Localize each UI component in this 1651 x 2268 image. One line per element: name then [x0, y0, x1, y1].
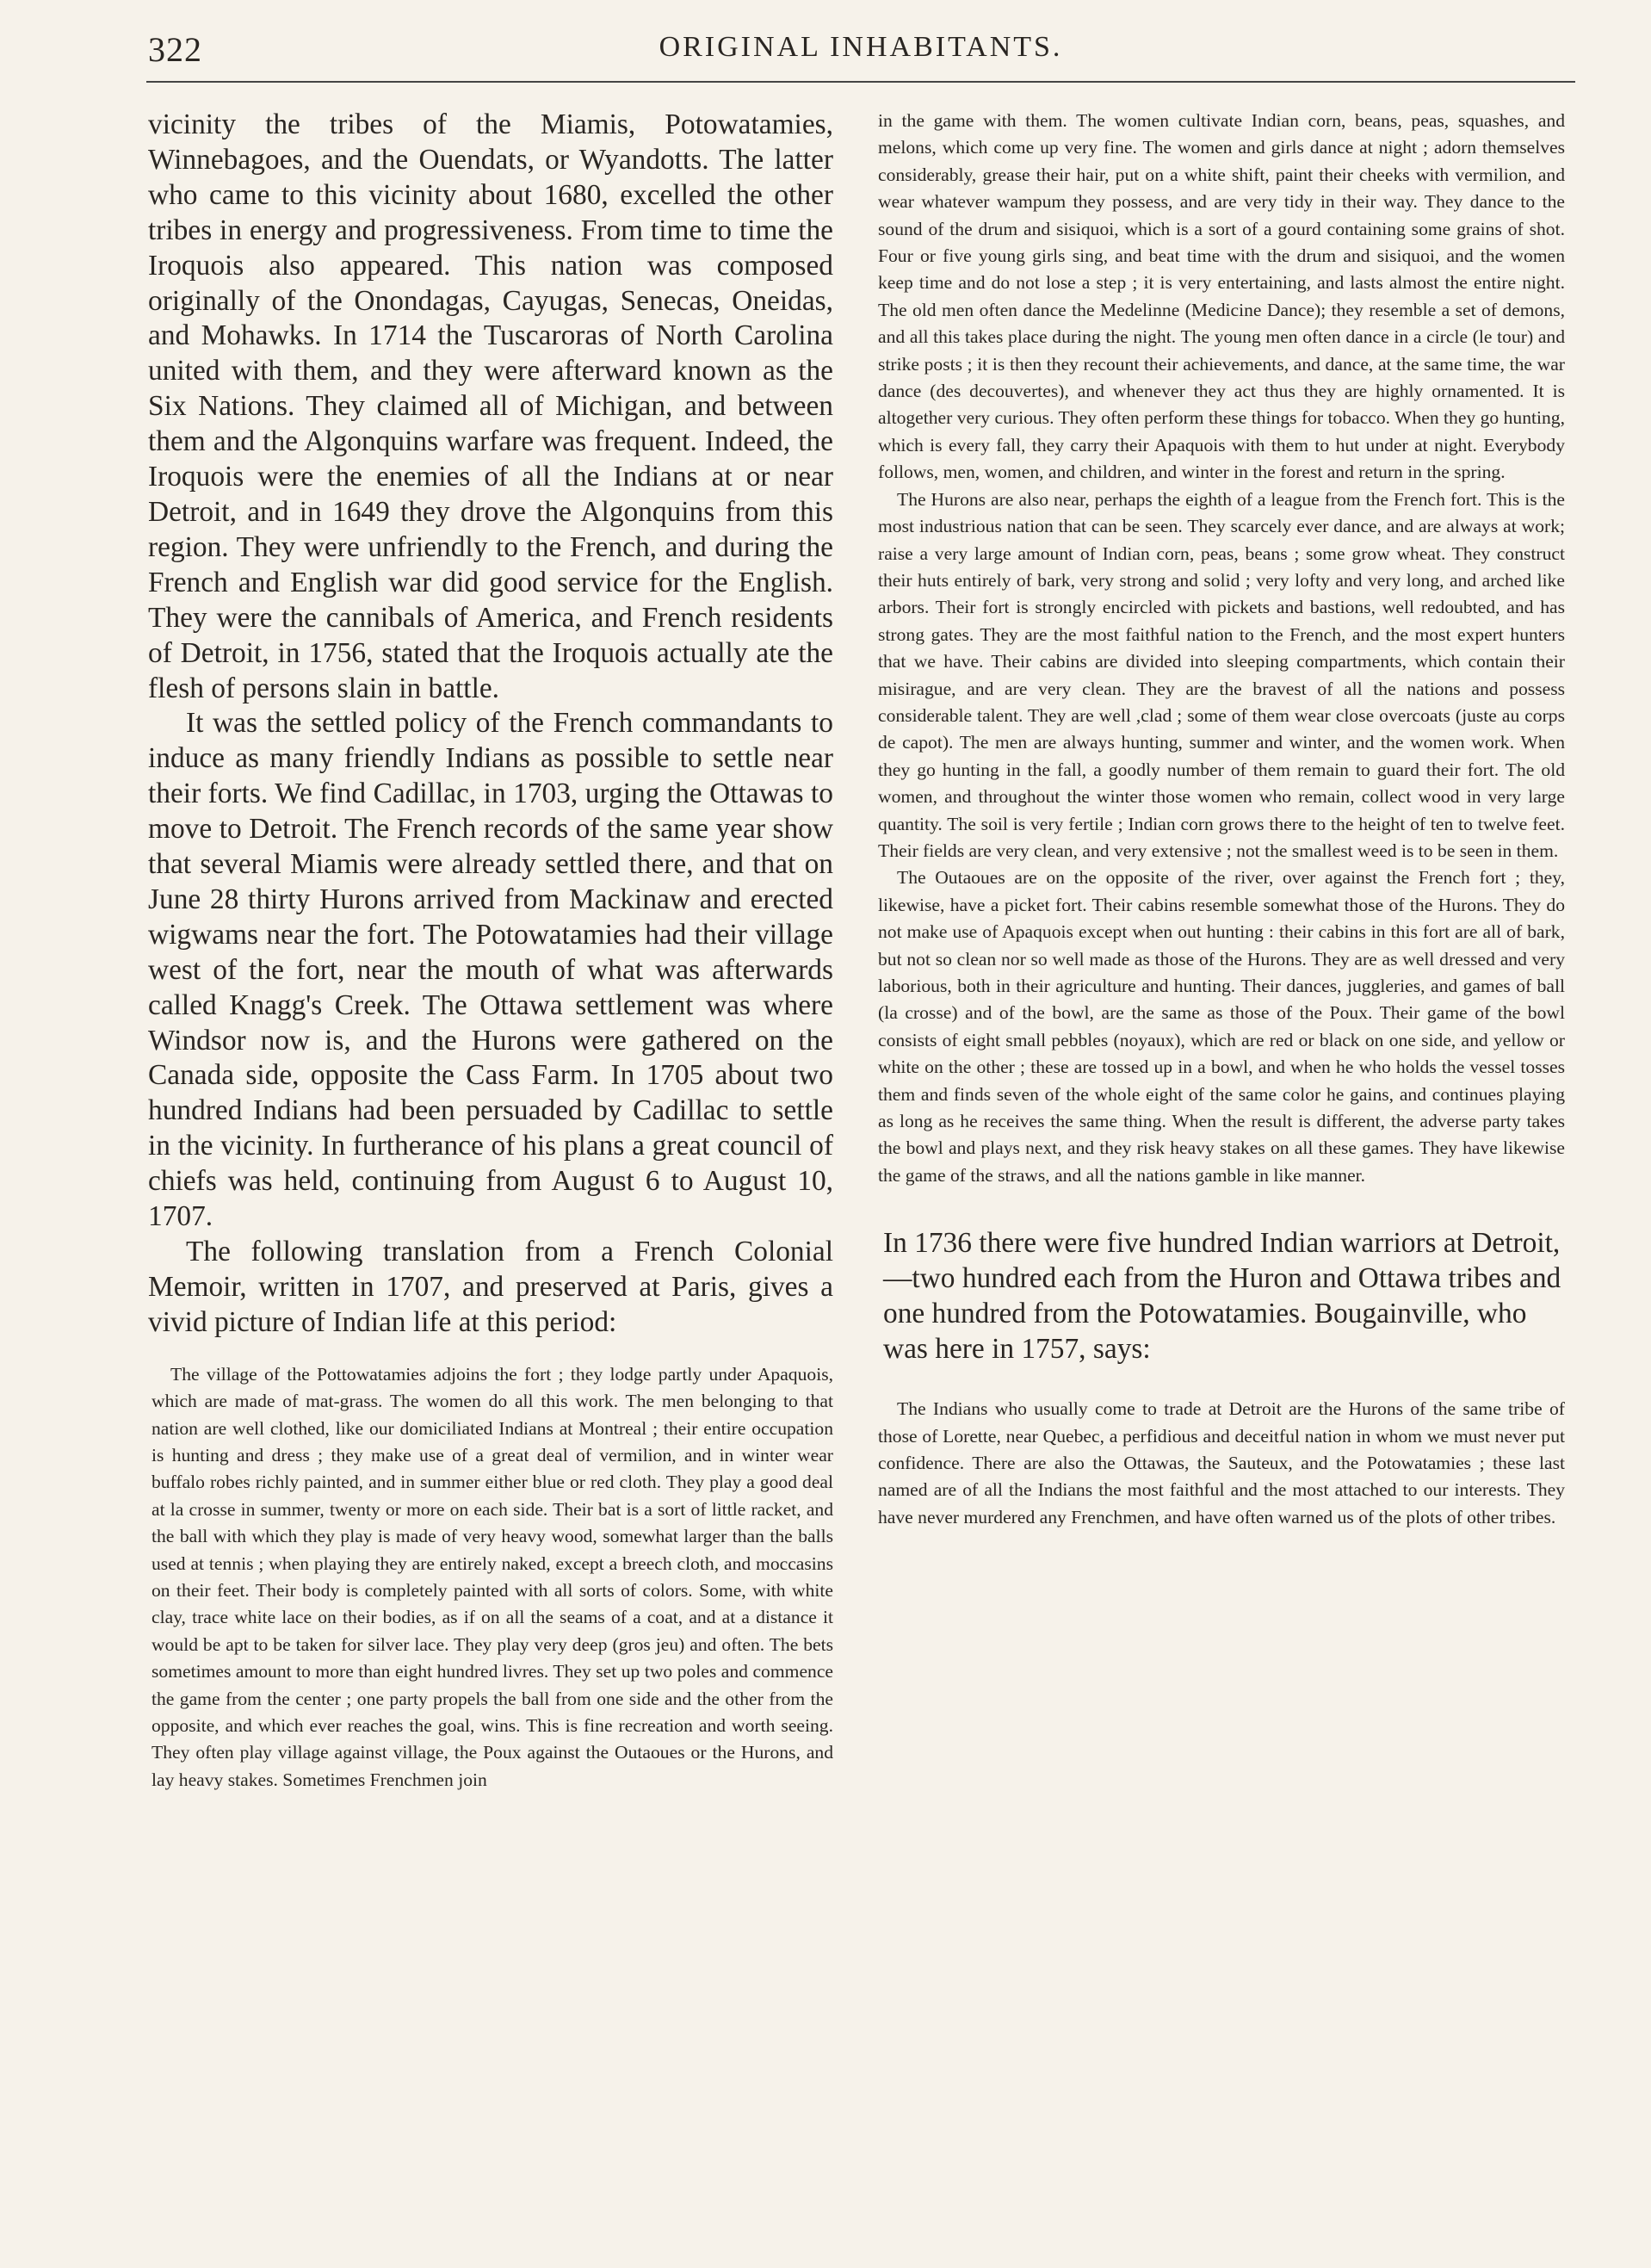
right-column — [878, 108, 1565, 1531]
bougainville-quote: The Indians who usually come to trade at Detroit are the Hurons of the same tribe of those of Lorette, near Quebec, a perfidious and deceitful nation in whom we must never put confidence. There are also the Ottawas, the Sauteux, and the Potowatamies ; these last named are of all the Indians the most faithful and the most attached to our interests. They have never murdered any Frenchmen, and have often warned us of the plots of other tribes. — [878, 1398, 1565, 1527]
running-title: ORIGINAL INHABITANTS. — [659, 31, 1063, 63]
memoir-excerpt-outaoues: The Outaoues are on the opposite of the river, over against the French fort ; they, likewise, have a picket fort. Their cabins resemble somewhat those of the Hurons. They do not make use of Apaquois except when out hunting : their cabins in this fort are all of bark, but not so clean nor so well made as those of the Hurons. They are as well dressed and very laborious, both in their agriculture and hunting. Their dances, juggleries, and games of ball (la crosse) and of the bowl, are the same as those of the Poux. Their game of the bowl consists of eight small pebbles (noyaux), which are red or black on one side, and yellow or white on the other ; these are tossed up in a bowl, and when he who holds the vessel tosses them and finds seven of the whole eight of the same color he gains, and continues playing as long as he receives the same thing. When the result is different, the adverse party takes the bowl and plays next, and they risk heavy stakes on all these games. They have likewise the game of the straws, and all the nations gamble in like manner. — [878, 867, 1565, 1186]
memoir-excerpt-continued: in the game with them. The women cultivate Indian corn, beans, peas, squashes, and melons, which come up very fine. The women and girls dance at night ; adorn themselves considerably, grease their hair, put on a white shift, paint their cheeks with vermilion, and wear whatever wampum they possess, and are very tidy in their way. They dance to the sound of the drum and sisiquoi, which is a sort of a gourd containing some grains of shot. Four or five young girls sing, and beat time with the drum and sisiquoi, and the women keep time and do not lose a step ; it is very entertaining, and lasts almost the entire night. The old men often dance the Medelinne (Medicine Dance); they resemble a set of demons, and all this takes place during the night. The young men often dance in a circle (le tour) and strike posts ; it is then they recount their achievements, and dance, at the same time, the war dance (des decouvertes), and whenever they act thus they are highly ornamented. It is altogether very curious. They often perform these things for tobacco. When they go hunting, which is every fall, they carry their Apaquois with them to hut under at night. Everybody follows, men, women, and children, and winter in the forest and return in the spring. — [878, 110, 1565, 483]
paragraph-french-policy: It was the settled policy of the French commandants to induce as many friendly Indians as possible to settle near their forts. We find Cadillac, in 1703, urging the Ottawas to move to Detroit. The French records of the same year show that several Miamis were already settled there, and that on June 28 thirty Hurons arrived from Mackinaw and erected wigwams near the fort. The Potowatamies had their village west of the fort, near the mouth of what was afterwards called Knagg's Creek. The Ottawa settlement was where Windsor now is, and the Hurons were gathered on the Canada side, opposite the Cass Farm. In 1705 about two hundred Indians had been persuaded by Cadillac to settle in the vicinity. In furtherance of his plans a great council of chiefs was held, continuing from August 6 to August 10, 1707. — [148, 707, 833, 1233]
memoir-excerpt-hurons: The Hurons are also near, perhaps the eighth of a league from the French fort. This is the most industrious nation that can be seen. They scarcely ever dance, and are always at work; raise a very large amount of Indian corn, peas, beans ; some grow wheat. They construct their huts entirely of bark, very strong and solid ; very lofty and very long, and arched like arbors. Their fort is strongly encircled with pickets and bastions, well redoubted, and has strong gates. They are the most faithful nation to the French, and the most expert hunters that we have. Their cabins are divided into sleeping compartments, which contain their misirague, and are very clean. They are the bravest of all the nations and possess considerable talent. They are well ,clad ; some of them wear close overcoats (juste au corps de capot). The men are always hunting, summer and winter, and the women work. When they go hunting in the fall, a goodly number of them remain to guard their fort. The old women, and throughout the winter those women who remain, collect wood in very large quantity. The soil is very fertile ; Indian corn grows there to the height of ten to twelve feet. Their fields are very clean, and very extensive ; not the smallest weed is to be seen in them. — [878, 488, 1565, 861]
paragraph-tribes: vicinity the tribes of the Miamis, Potowatamies, Winnebagoes, and the Ouendats, or Wyandotts. The latter who came to this vicinity about 1680, excelled the other tribes in energy and progressiveness. From time to time the Iroquois also appeared. This nation was composed originally of the Onondagas, Cayugas, Senecas, Oneidas, and Mohawks. In 1714 the Tuscaroras of North Carolina united with them, and they were afterward known as the Six Nations. They claimed all of Michigan, and between them and the Algonquins warfare was frequent. Indeed, the Iroquois were the enemies of all the Indians at or near Detroit, and in 1649 they drove the Algonquins from this region. They were unfriendly to the French, and during the French and English war did good service for the English. They were the cannibals of America, and French residents of Detroit, in 1756, stated that the Iroquois actually ate the flesh of persons slain in battle. — [148, 108, 833, 704]
page-number: 322 — [148, 30, 202, 69]
left-column — [148, 108, 833, 1794]
paragraph-memoir-intro: The following translation from a French Colonial Memoir, written in 1707, and preserved at Paris, gives a vivid picture of Indian life at this period: — [148, 1236, 833, 1338]
paragraph-1736-warriors: In 1736 there were five hundred Indian warriors at Detroit,—two hundred each from the Huron and Ottawa tribes and one hundred from the Potowatamies. Bougainville, who was here in 1757, says: — [883, 1227, 1561, 1366]
memoir-excerpt-pottowatamies: The village of the Pottowatamies adjoins the fort ; they lodge partly under Apaquois, which are made of mat-grass. The women do all this work. The men belonging to that nation are well clothed, like our domiciliated Indians at Montreal ; their entire occupation is hunting and dress ; they make use of a great deal of vermilion, and in winter wear buffalo robes richly painted, and in summer either blue or red cloth. They play a good deal at la crosse in summer, twenty or more on each side. Their bat is a sort of little racket, and the ball with which they play is made of very heavy wood, somewhat larger than the balls used at tennis ; when playing they are entirely naked, except a breech cloth, and moccasins on their feet. Their body is completely painted with all sorts of colors. Some, with white clay, trace white lace on their bodies, as if on all the seams of a coat, and at a distance it would be apt to be taken for silver lace. They play very deep (gros jeu) and often. The bets sometimes amount to more than eight hundred livres. They set up two poles and commence the game from the center ; one party propels the ball from one side and the other from the opposite, and which ever reaches the goal, wins. This is fine recreation and worth seeing. They often play village against village, the Poux against the Outaoues or the Hurons, and lay heavy stakes. Sometimes Frenchmen join — [151, 1363, 833, 1790]
page-header — [146, 26, 1575, 83]
